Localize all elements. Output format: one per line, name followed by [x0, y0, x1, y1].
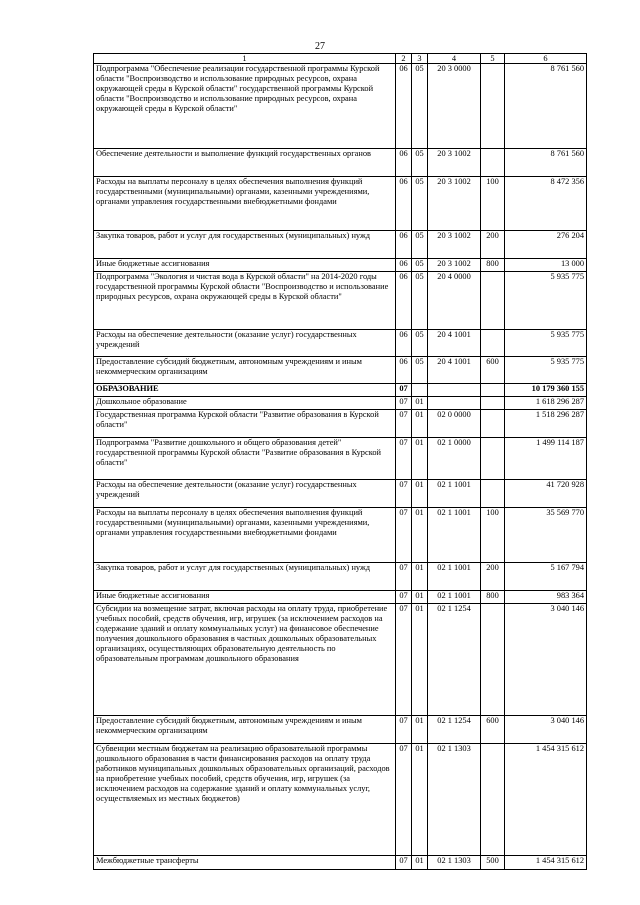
row-name: ОБРАЗОВАНИЕ: [94, 384, 396, 397]
row-name: Субсидии на возмещение затрат, включая расходы на оплату труда, приобретение учебных пособий, средств обучения, игр, игрушек (за исключением расходов на содержание зданий и оплату коммунальных услуг) на финансовое обеспечение получения дошкольного образования в частных дошкольных образовательных организациях, осуществляющих образовательную деятельность по образовательным программам дошкольного образования: [94, 604, 396, 716]
row-target: 20 3 1002: [428, 149, 481, 177]
row-expense-type: [481, 438, 505, 480]
row-expense-type: [481, 480, 505, 508]
row-section: 06: [396, 149, 412, 177]
header-row: [94, 54, 587, 64]
row-target: 02 1 1001: [428, 563, 481, 591]
row-name: Расходы на выплаты персоналу в целях обеспечения выполнения функций государственными (муниципальными) органами, казенными учреждениями, органами управления государственными внебюджетными фондами: [94, 177, 396, 231]
row-target: 02 1 0000: [428, 438, 481, 480]
row-amount: 5 167 794: [505, 563, 587, 591]
row-amount: 5 935 775: [505, 330, 587, 357]
page-number: 27: [315, 41, 325, 52]
row-expense-type: 200: [481, 231, 505, 259]
row-name: Межбюджетные трансферты: [94, 856, 396, 870]
table-row: [94, 480, 587, 508]
row-subsection: 01: [412, 856, 428, 870]
row-amount: 41 720 928: [505, 480, 587, 508]
row-section: 06: [396, 330, 412, 357]
row-target: 02 1 1254: [428, 716, 481, 744]
row-target: 02 1 1303: [428, 744, 481, 856]
row-target: 20 3 1002: [428, 259, 481, 272]
row-target: 20 4 1001: [428, 330, 481, 357]
row-section: 07: [396, 480, 412, 508]
row-section: 07: [396, 604, 412, 716]
row-amount: 35 569 770: [505, 508, 587, 563]
table-row: [94, 357, 587, 384]
row-expense-type: 100: [481, 177, 505, 231]
table-row: [94, 508, 587, 563]
table-row: [94, 177, 587, 231]
row-target: 02 1 1001: [428, 591, 481, 604]
row-expense-type: [481, 272, 505, 330]
row-subsection: 05: [412, 357, 428, 384]
row-subsection: 01: [412, 438, 428, 480]
row-amount: 5 935 775: [505, 357, 587, 384]
row-expense-type: [481, 149, 505, 177]
row-expense-type: [481, 410, 505, 438]
row-subsection: 01: [412, 397, 428, 410]
row-expense-type: 800: [481, 591, 505, 604]
row-section: 06: [396, 231, 412, 259]
row-subsection: 05: [412, 177, 428, 231]
row-section: 07: [396, 591, 412, 604]
row-section: 07: [396, 744, 412, 856]
row-target: [428, 384, 481, 397]
row-amount: 3 040 146: [505, 716, 587, 744]
row-name: Государственная программа Курской области "Развитие образования в Курской области": [94, 410, 396, 438]
row-amount: 276 204: [505, 231, 587, 259]
row-expense-type: [481, 604, 505, 716]
row-section: 07: [396, 508, 412, 563]
row-expense-type: [481, 64, 505, 149]
header-col-6: 6: [505, 54, 587, 64]
row-subsection: 01: [412, 744, 428, 856]
row-target: 02 1 1001: [428, 480, 481, 508]
table-row: [94, 259, 587, 272]
row-subsection: 05: [412, 330, 428, 357]
row-subsection: 01: [412, 480, 428, 508]
table-row: [94, 716, 587, 744]
row-name: Дошкольное образование: [94, 397, 396, 410]
table-row: [94, 64, 587, 149]
row-section: 06: [396, 272, 412, 330]
row-expense-type: 100: [481, 508, 505, 563]
table-row: [94, 591, 587, 604]
table-row: [94, 397, 587, 410]
row-section: 06: [396, 64, 412, 149]
row-section: 07: [396, 410, 412, 438]
row-section: 07: [396, 438, 412, 480]
row-subsection: 01: [412, 591, 428, 604]
table-row: [94, 563, 587, 591]
row-target: 20 3 1002: [428, 177, 481, 231]
row-name: Субвенции местным бюджетам на реализацию образовательной программы дошкольного образования в части финансирования расходов на оплату труда работников муниципальных дошкольных образовательных организаций, расходов на приобретение учебных пособий, средств обучения, игр, игрушек (за исключением расходов на содержание зданий и оплату коммунальных услуг, осуществляемых из местных бюджетов): [94, 744, 396, 856]
row-name: Подпрограмма "Обеспечение реализации государственной программы Курской области "Воспроизводство и использование природных ресурсов, охрана окружающей среды в Курской области" государственной программы Курской области "Воспроизводство и использование природных ресурсов, охрана окружающей среды в Курской области": [94, 64, 396, 149]
row-amount: 13 000: [505, 259, 587, 272]
row-target: 02 0 0000: [428, 410, 481, 438]
row-section: 06: [396, 177, 412, 231]
row-name: Обеспечение деятельности и выполнение функций государственных органов: [94, 149, 396, 177]
row-expense-type: [481, 744, 505, 856]
row-target: 20 3 0000: [428, 64, 481, 149]
row-name: Подпрограмма "Экология и чистая вода в Курской области" на 2014-2020 годы государственной программы Курской области "Воспроизводство и использование природных ресурсов, охрана окружающей среды в Курской области": [94, 272, 396, 330]
row-name: Расходы на обеспечение деятельности (оказание услуг) государственных учреждений: [94, 330, 396, 357]
table-row: [94, 856, 587, 870]
row-amount: 8 761 560: [505, 64, 587, 149]
row-subsection: 01: [412, 410, 428, 438]
row-target: 02 1 1254: [428, 604, 481, 716]
row-subsection: 05: [412, 64, 428, 149]
row-expense-type: 800: [481, 259, 505, 272]
row-name: Подпрограмма "Развитие дошкольного и общего образования детей" государственной программы Курской области "Развитие образования в Курской области": [94, 438, 396, 480]
row-amount: 8 761 560: [505, 149, 587, 177]
header-col-4: 4: [428, 54, 481, 64]
table-row: [94, 231, 587, 259]
row-subsection: 05: [412, 272, 428, 330]
row-target: 20 3 1002: [428, 231, 481, 259]
row-expense-type: [481, 330, 505, 357]
row-expense-type: 600: [481, 716, 505, 744]
row-target: [428, 397, 481, 410]
row-target: 20 4 1001: [428, 357, 481, 384]
row-amount: 1 518 296 287: [505, 410, 587, 438]
row-target: 02 1 1303: [428, 856, 481, 870]
table-row: [94, 438, 587, 480]
row-name: Расходы на обеспечение деятельности (оказание услуг) государственных учреждений: [94, 480, 396, 508]
row-amount: 10 179 360 155: [505, 384, 587, 397]
row-subsection: 01: [412, 563, 428, 591]
row-subsection: 05: [412, 149, 428, 177]
row-expense-type: 600: [481, 357, 505, 384]
row-target: 20 4 0000: [428, 272, 481, 330]
row-amount: 8 472 356: [505, 177, 587, 231]
row-name: Закупка товаров, работ и услуг для государственных (муниципальных) нужд: [94, 563, 396, 591]
header-col-3: 3: [412, 54, 428, 64]
header-col-2: 2: [396, 54, 412, 64]
row-name: Предоставление субсидий бюджетным, автономным учреждениям и иным некоммерческим организациям: [94, 357, 396, 384]
row-name: Расходы на выплаты персоналу в целях обеспечения выполнения функций государственными (муниципальными) органами, казенными учреждениями, органами управления государственными внебюджетными фондами: [94, 508, 396, 563]
row-target: 02 1 1001: [428, 508, 481, 563]
row-amount: 1 618 296 287: [505, 397, 587, 410]
row-amount: 5 935 775: [505, 272, 587, 330]
row-subsection: 05: [412, 231, 428, 259]
table-row: [94, 744, 587, 856]
row-name: Предоставление субсидий бюджетным, автономным учреждениям и иным некоммерческим организациям: [94, 716, 396, 744]
row-amount: 983 364: [505, 591, 587, 604]
row-section: 07: [396, 563, 412, 591]
row-expense-type: 500: [481, 856, 505, 870]
row-section: 06: [396, 259, 412, 272]
table-row: [94, 272, 587, 330]
table-row: [94, 604, 587, 716]
table-row: [94, 384, 587, 397]
header-col-5: 5: [481, 54, 505, 64]
row-subsection: 01: [412, 716, 428, 744]
table-row: [94, 330, 587, 357]
row-amount: 1 454 315 612: [505, 744, 587, 856]
row-section: 07: [396, 384, 412, 397]
row-amount: 1 454 315 612: [505, 856, 587, 870]
row-name: Закупка товаров, работ и услуг для государственных (муниципальных) нужд: [94, 231, 396, 259]
table-row: [94, 410, 587, 438]
row-section: 07: [396, 716, 412, 744]
row-section: 07: [396, 856, 412, 870]
row-section: 06: [396, 357, 412, 384]
row-subsection: 05: [412, 259, 428, 272]
row-expense-type: [481, 384, 505, 397]
row-subsection: 01: [412, 508, 428, 563]
row-name: Иные бюджетные ассигнования: [94, 591, 396, 604]
table-row: [94, 149, 587, 177]
row-subsection: [412, 384, 428, 397]
row-amount: 3 040 146: [505, 604, 587, 716]
row-expense-type: 200: [481, 563, 505, 591]
row-amount: 1 499 114 187: [505, 438, 587, 480]
header-col-1: 1: [94, 54, 396, 64]
row-section: 07: [396, 397, 412, 410]
budget-table: [93, 53, 587, 870]
row-expense-type: [481, 397, 505, 410]
row-subsection: 01: [412, 604, 428, 716]
row-name: Иные бюджетные ассигнования: [94, 259, 396, 272]
